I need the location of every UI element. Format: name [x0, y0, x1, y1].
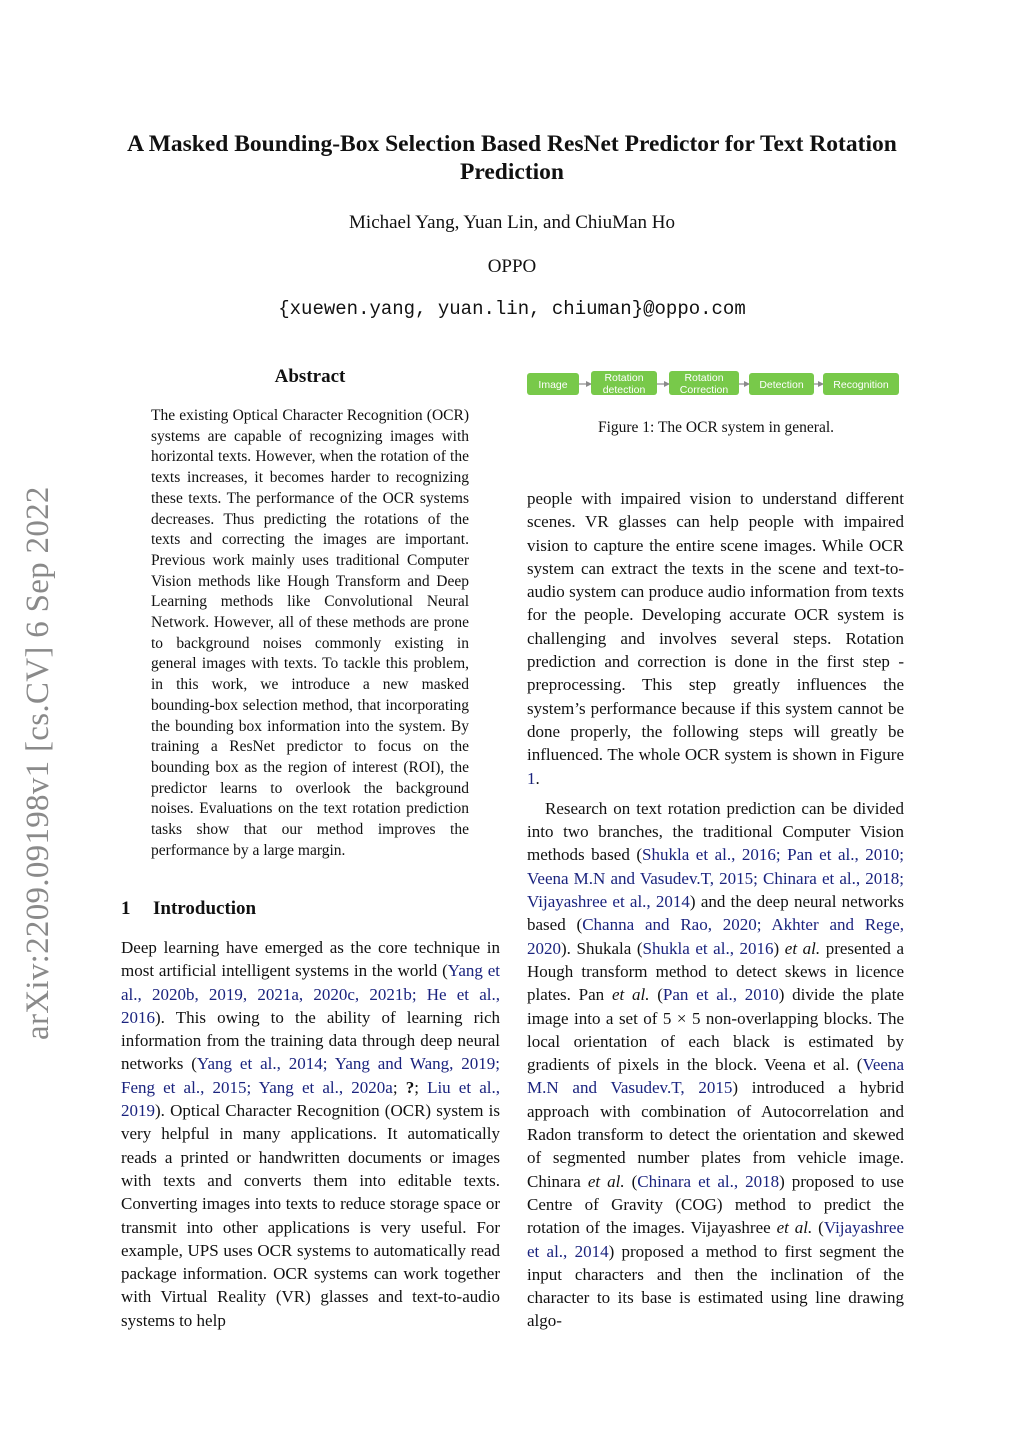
citation-link[interactable]: Shukla et al., 2016; Pan et al., 2010; Veena M.N and Vasudev.T, 2015; Chinara et al., 2018; Vijayashree et al., 2014 [527, 845, 904, 912]
citation-link[interactable]: Channa and Rao, 2020; Akhter and Rege, 2020 [527, 915, 904, 958]
intro-paragraph-1-continued: people with impaired vision to understand different scenes. VR glasses can help people with impaired vision to capture the entire scene images. While OCR system can extract the texts in the scene and text-to-audio system can produce audio information from texts for the people. Developing accurate OCR system is challenging and involves several steps. Rotation prediction and correction is done in the first step - preprocessing. This step greatly influences the system’s performance because if this system cannot be done properly, the following steps will greatly be influenced. The whole OCR system is shown in Figure 1. [527, 489, 904, 788]
intro-paragraph-1: Deep learning have emerged as the core technique in most artificial intelligent systems in the world (Yang et al., 2020b, 2019, 2021a, 2020c, 2021b; He et al., 2016). This owing to the ability of learning rich information from the training data through deep neural networks (Yang et al., 2014; Yang and Wang, 2019; Feng et al., 2015; Yang et al., 2020a; ?; Liu et al., 2019). Optical Character Recognition (OCR) system is very helpful in many applications. It automatically reads a printed or handwritten documents or images with texts and converts them into editable texts. Converting images into texts to reduce storage space or transmit into other applications is very useful. For example, UPS uses OCR systems to automatically read package information. OCR systems can work together with Virtual Reality (VR) glasses and text-to-audio systems to help [121, 938, 501, 1330]
affiliation: OPPO [487, 256, 537, 277]
intro-paragraph-2: Research on text rotation prediction can be divided into two branches, the traditional Computer Vision methods based (Shukla et al., 2016; Pan et al., 2010; Veena M.N and Vasudev.T, 2015; Chinara et al., 2018; Vijayashree et al., 2014) and the deep neural networks based (Channa and Rao, 2020; Akhter and Rege, 2020). Shukala (Shukla et al., 2016) et al. presented a Hough transform method to detect skews in licence plates. Pan et al. (Pan et al., 2010) divide the plate image into a set of 5 × 5 non-overlapping blocks. The local orientation of each black is estimated by gradients of pixels in the block. Veena et al. (Veena M.N and Vasudev.T, 2015) introduced a hybrid approach with combination of Autocorrelation and Radon transform to detect the orientation and skewed of segmented number plates from vehicle image. Chinara et al. (Chinara et al., 2018) proposed to use Centre of Gravity (COG) method to predict the rotation of the images. Vijayashree et al. (Vijayashree et al., 2014) proposed a method to first segment the input characters and then the inclination of the character to its base is estimated using line drawing algo- [527, 798, 905, 1331]
figure-caption: Figure 1: The OCR system in general. [597, 419, 835, 436]
left-column [121, 936, 500, 1332]
right-column [527, 487, 904, 1333]
abstract-heading: Abstract [274, 366, 346, 387]
figure-reference-link[interactable]: 1 [527, 768, 536, 788]
pipeline-box-label: Rotation [604, 372, 644, 384]
ocr-pipeline-diagram [527, 368, 905, 402]
citation-link[interactable]: Yang et al., 2020b, 2019, 2021a, 2020c, 2021b; He et al., 2016 [121, 961, 501, 1027]
pipeline-box-label: Correction [679, 384, 729, 396]
missing-citation: ? [405, 1077, 415, 1097]
paper-title: A Masked Bounding-Box Selection Based ResNet Predictor for Text Rotation Prediction [127, 131, 897, 185]
pipeline-box-label: Image [538, 379, 568, 391]
citation-link[interactable]: Veena M.N and Vasudev.T, 2015 [527, 1055, 904, 1098]
citation-link[interactable]: Yang et al., 2014; Yang and Wang, 2019; Feng et al., 2015; Yang et al., 2020a [121, 1054, 501, 1097]
citation-link[interactable]: Chinara et al., 2018 [637, 1171, 780, 1191]
citation-link[interactable]: Liu et al., 2019 [121, 1077, 500, 1121]
section-number: 1 [121, 898, 131, 919]
citation-link[interactable]: Vijayashree et al., 2014 [527, 1218, 904, 1261]
abstract-text: The existing Optical Character Recognition (OCR) systems are capable of recognizing images with horizontal texts. However, when the rotation of the texts increases, it becomes harder to recognizing these texts. The performance of the OCR systems decreases. Thus predicting the rotations of the texts and correcting the images are important. Previous work mainly uses traditional Computer Vision methods like Hough Transform and Deep Learning methods like Convolutional Neural Network. However, all of these methods are prone to background noises commonly existing in general images with texts. To tackle this problem, in this work, we introduce a new masked bounding-box selection method, that incorporating the bounding box information into the system. By training a ResNet predictor to focus on the bounding box as the region of interest (ROI), the predictor learns to overlook the background noises. Evaluations on the text rotation prediction tasks show that our method improves the performance by a large margin. [151, 407, 469, 859]
pipeline-box-label: Detection [759, 379, 804, 391]
citation-link[interactable]: Shukla et al., 2016 [642, 938, 774, 958]
pipeline-box-label: detection [602, 384, 646, 396]
pipeline-box-label: Recognition [833, 379, 889, 391]
section-heading-introduction [121, 898, 256, 920]
section-title: Introduction [153, 898, 257, 919]
citation-link[interactable]: Pan et al., 2010 [662, 985, 779, 1005]
arxiv-identifier: arXiv:2209.09198v1 [cs.CV] 6 Sep 2022 [20, 486, 56, 1040]
pipeline-box-label: Rotation [684, 372, 724, 384]
author-emails: {xuewen.yang, yuan.lin, chiuman}@oppo.com [278, 298, 746, 320]
author-list: Michael Yang, Yuan Lin, and ChiuMan Ho [349, 212, 675, 233]
